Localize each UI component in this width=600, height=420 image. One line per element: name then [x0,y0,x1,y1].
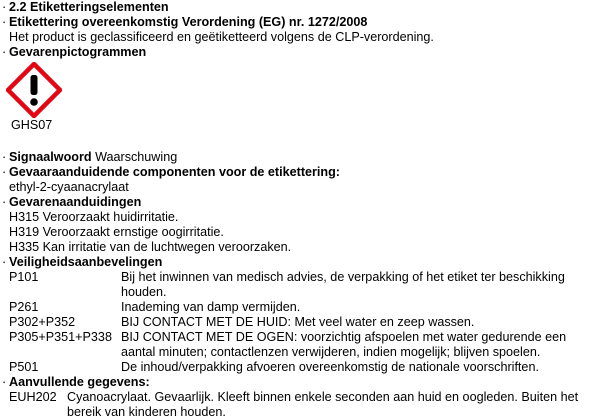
section-title: 2.2 Etiketteringselementen [9,0,169,14]
pictogram-heading: Gevarenpictogrammen [9,45,147,59]
signal-value: Waarschuwing [95,150,178,164]
additional-row [2,390,598,420]
components-heading: Gevaaraanduidende componenten voor de etikettering: [9,165,341,179]
precaution-row [2,330,598,360]
hazard-heading-line: · Gevarenaanduidingen [2,195,142,209]
section-title-line: · 2.2 Etiketteringselementen [2,0,169,14]
precaution-row [2,300,598,315]
precaution-row [2,270,598,300]
precaution-code: P302+P352 [9,315,76,329]
label-elements-section [2,0,598,420]
exclamation-mark-diamond-icon [6,62,62,118]
components-heading-line: · Gevaaraanduidende componenten voor de etikettering: [2,165,341,179]
precaution-text: BIJ CONTACT MET DE OGEN: voorzichtig afspoelen met water gedurende een aantal minuten; contactlenzen verwijderen, indien mogelijk; blijven spoelen. [121,330,567,359]
hazard-heading: Gevarenaanduidingen [9,195,142,209]
precaution-code: P101 [9,270,39,284]
pictogram-heading-line: · Gevarenpictogrammen [2,45,147,59]
precaution-row [2,360,598,375]
precaution-code: P501 [9,360,39,374]
hazard-statement: H315 Veroorzaakt huidirritatie. [9,210,179,224]
precaution-heading: Veiligheidsaanbevelingen [9,255,163,269]
signal-label: Signaalwoord [9,150,92,164]
signal-word-line: · Signaalwoord Waarschuwing [2,150,178,164]
additional-text: Cyanoacrylaat. Gevaarlijk. Kleeft binnen enkele seconden aan huid en oogleden. Buiten het bereik van kinderen houden. [67,390,579,419]
hazard-statement: H319 Veroorzaakt ernstige oogirritatie. [9,225,224,239]
precaution-row [2,315,598,330]
precaution-code: P305+P351+P338 [9,330,112,344]
precaution-heading-line: · Veiligheidsaanbevelingen [2,255,163,269]
classification-intro: Het product is geclassificeerd en geëtiketteerd volgens de CLP-verordening. [9,30,434,44]
precaution-text: Bij het inwinnen van medisch advies, de verpakking of het etiket ter beschikking houden. [121,270,565,299]
pictogram-block [2,60,598,132]
section-subtitle: Etikettering overeenkomstig Verordening (EG) nr. 1272/2008 [9,15,368,29]
hazard-statement: H335 Kan irritatie van de luchtwegen veroorzaken. [9,240,292,254]
precaution-code: P261 [9,300,39,314]
component-item: ethyl-2-cyaanacrylaat [9,180,129,194]
additional-heading: Aanvullende gegevens: [9,375,150,389]
precaution-text: Inademing van damp vermijden. [121,300,301,314]
pictogram-code: GHS07 [11,118,53,132]
additional-code: EUH202 [9,390,57,404]
section-subtitle-line: · Etikettering overeenkomstig Verordening (EG) nr. 1272/2008 [2,15,368,29]
precaution-text: BIJ CONTACT MET DE HUID: Met veel water en zeep wassen. [121,315,475,329]
additional-heading-line: · Aanvullende gegevens: [2,375,150,389]
precaution-text: De inhoud/verpakking afvoeren overeenkomstig de nationale voorschriften. [121,360,539,374]
